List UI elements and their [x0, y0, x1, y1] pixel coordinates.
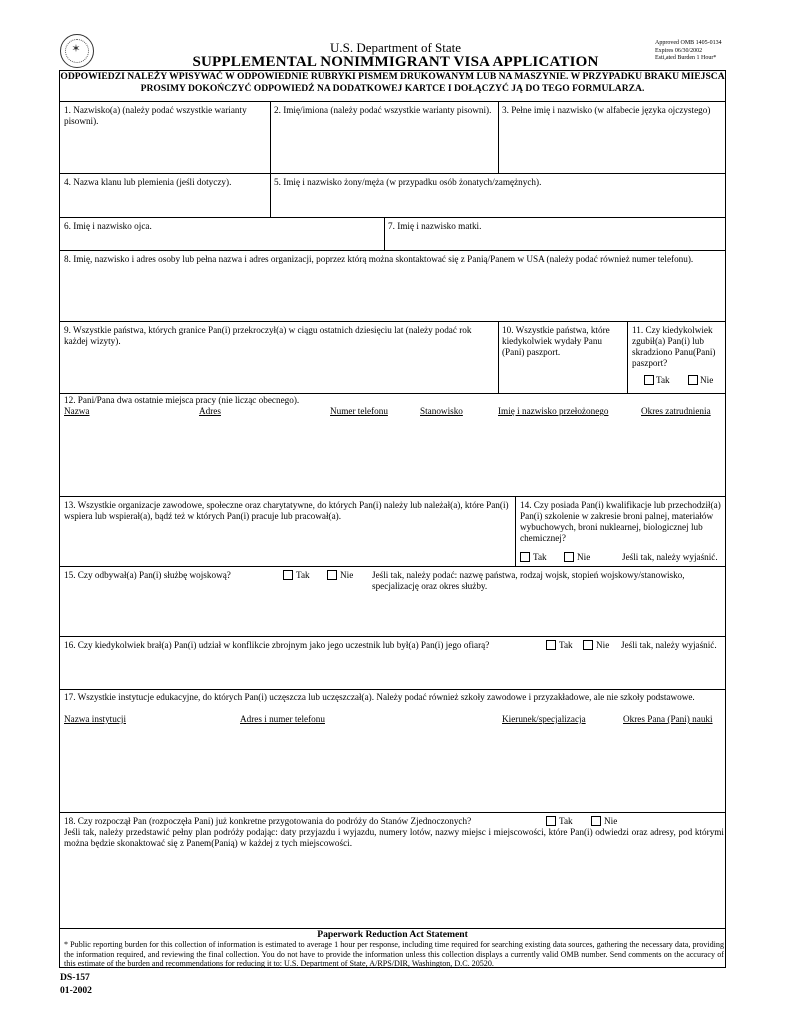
field-14-no-checkbox[interactable] [564, 552, 574, 562]
column-divider [627, 321, 628, 393]
field-5-spouse-name[interactable]: 5. Imię i nazwisko żony/męża (w przypadku osób żonatych/zamężnych). [274, 177, 542, 187]
field-14-weapons-training: 14. Czy posiada Pan(i) kwalifikacje lub przechodził(a) Pan(i) szkolenie w zakresie broni palnej, materiałów wybuchowych, broni nuklearnej, biologicznej lub chemicznej? [520, 500, 721, 543]
column-divider [384, 217, 385, 250]
column-divider [498, 321, 499, 393]
field-6-father-name[interactable]: 6. Imię i nazwisko ojca. [64, 221, 152, 231]
field-15-no-checkbox[interactable] [327, 570, 337, 580]
field-17-col-address-phone: Adres i numer telefonu [240, 714, 325, 724]
field-16-yes-checkbox[interactable] [546, 640, 556, 650]
field-8-us-contact[interactable]: 8. Imię, nazwisko i adres osoby lub pełna nazwa i adres organizacji, poprzez którą można skontaktować się z Panią/Panem w USA (należy podać również numer telefonu). [64, 254, 694, 264]
form-title: SUPPLEMENTAL NONIMMIGRANT VISA APPLICATION [192, 54, 599, 70]
field-12-col-supervisor: Imię i nazwisko przełożonego [498, 406, 609, 416]
omb-number: Approved OMB 1405-0134 [655, 40, 722, 46]
divider [60, 101, 725, 102]
field-15-yes-checkbox[interactable] [283, 570, 293, 580]
column-divider [270, 101, 271, 217]
field-9-countries-visited[interactable]: 9. Wszystkie państwa, których granice Pan(i) przekroczył(a) w ciągu ostatnich dziesięciu lat (należy podać rok każdej wizyty). [64, 325, 472, 346]
field-13-organizations[interactable]: 13. Wszystkie organizacje zawodowe, społeczne oraz charytatywne, do których Pan(i) należy lub należał(a), które Pan(i) wspiera lub wspierał(a), bądź też w których Pan(i) pracuje lub pracował(a). [64, 500, 509, 521]
department-name: U.S. Department of State [329, 40, 462, 55]
field-17-col-period: Okres Pana (Pani) nauki [623, 714, 713, 724]
field-15-military-service: 15. Czy odbywał(a) Pan(i) służbę wojskową? [64, 570, 231, 580]
field-16-yes-label: Tak [559, 640, 573, 650]
field-7-mother-name[interactable]: 7. Imię i nazwisko matki. [388, 221, 482, 231]
field-18-yes-checkbox[interactable] [546, 816, 556, 826]
paperwork-title: Paperwork Reduction Act Statement [317, 929, 468, 940]
field-11-yes-label: Tak [656, 375, 670, 385]
field-16-no-label: Nie [596, 640, 610, 650]
field-18-yes-label: Tak [559, 816, 573, 826]
field-12-col-period: Okres zatrudnienia [641, 406, 711, 416]
field-2-given-names[interactable]: 2. Imię/imiona (należy podać wszystkie warianty pisowni). [274, 105, 492, 115]
field-18-no-checkbox[interactable] [591, 816, 601, 826]
field-15-explain: Jeśli tak, należy podać: nazwę państwa, rodzaj wojsk, stopień wojskowy/stanowisko, specjalizację oraz okres służby. [372, 570, 685, 591]
field-14-no-label: Nie [577, 552, 591, 562]
field-15-yes-label: Tak [296, 570, 310, 580]
divider [60, 812, 725, 813]
divider [60, 393, 725, 394]
field-12-col-position: Stanowisko [420, 406, 463, 416]
field-16-explain: Jeśli tak, należy wyjaśnić. [621, 640, 717, 650]
field-15-no-label: Nie [340, 570, 354, 580]
field-18-travel-plans: 18. Czy rozpoczął Pan (rozpoczęła Pani) już konkretne przygotowania do podróży do Stanów Zjednoczonych? [64, 816, 472, 826]
field-11-no-checkbox[interactable] [688, 375, 698, 385]
field-1-surnames[interactable]: 1. Nazwisko(a) (należy podać wszystkie warianty pisowni). [64, 105, 247, 126]
field-12-col-name: Nazwa [64, 406, 90, 416]
omb-burden: Esti,ated Burden 1 Hour* [655, 55, 717, 61]
field-18-itinerary[interactable]: Jeśli tak, należy przedstawić pełny plan podróży podając: daty przyjazdu i wyjazdu, numery lotów, nazwy miejsc i miejscowości, które Pan(i) odwiedzi oraz adresy, pod którymi można będzie skonaktować się z Panem(Panią) w każdej z tych miejscowości. [64, 827, 724, 848]
field-14-yes-label: Tak [533, 552, 547, 562]
column-divider [515, 496, 516, 566]
divider [60, 321, 725, 322]
omb-info [655, 40, 722, 63]
field-14-yes-checkbox[interactable] [520, 552, 530, 562]
field-18-no-label: Nie [604, 816, 618, 826]
form-date: 01-2002 [60, 985, 92, 996]
field-11-no-label: Nie [700, 375, 714, 385]
column-divider [498, 101, 499, 173]
field-17-col-institution: Nazwa instytucji [64, 714, 126, 724]
divider [60, 496, 725, 497]
field-11-lost-passport: 11. Czy kiedykolwiek zgubił(a) Pan(i) lub skradziono Panu(Pani) paszport? [632, 325, 716, 368]
field-10-passport-countries[interactable]: 10. Wszystkie państwa, które kiedykolwiek wydały Panu (Pani) paszport. [502, 325, 610, 357]
field-17-education: 17. Wszystkie instytucje edukacyjne, do których Pan(i) uczęszcza lub uczęszczał(a). Należy podać również szkoły zawodowe i przyzakładowe, ale nie szkoły podstawowe. [64, 692, 695, 702]
eagle-icon: ✶ [71, 43, 81, 55]
paperwork-statement: * Public reporting burden for this collection of information is estimated to average 1 hour per response, including time required for searching existing data sources, gathering the necessary data, providing the information required, and reviewing the final collection. You do not have to provide the information unless this collection displays a currently valid OMB number. Send comments on the accuracy of this estimate of the burden and recommendations for reducing it to: U.S. Department of State, A/RPS/DIR, Washington, D.C. 20520. [64, 940, 724, 969]
field-12-col-address: Adres [199, 406, 221, 416]
field-4-clan-name[interactable]: 4. Nazwa klanu lub plemienia (jeśli dotyczy). [64, 177, 232, 187]
field-14-explain: Jeśli tak, należy wyjaśnić. [622, 552, 718, 562]
field-17-col-major: Kierunek/specjalizacja [502, 714, 586, 724]
divider [60, 173, 725, 174]
field-12-employment: 12. Pani/Pana dwa ostatnie miejsca pracy (nie licząc obecnego). [64, 395, 300, 405]
divider [60, 217, 725, 218]
field-11-yes-checkbox[interactable] [644, 375, 654, 385]
divider [60, 636, 725, 637]
form-number: DS-157 [60, 972, 90, 983]
field-16-no-checkbox[interactable] [583, 640, 593, 650]
divider [60, 689, 725, 690]
instructions: ODPOWIEDZI NALEŻY WPISYWAĆ W ODPOWIEDNIE RUBRYKI PISMEM DRUKOWANYM LUB NA MASZYNIE. W PRZYPADKU BRAKU MIEJSCA PROSIMY DOKOŃCZYĆ ODPOWIEDŹ NA DODATKOWEJ KARTCE I DOŁĄCZYĆ JĄ DO TEGO FORMULARZA. [60, 71, 725, 94]
omb-expiry: Expires 06/30/2002 [655, 47, 703, 54]
divider [60, 250, 725, 251]
field-16-armed-conflict: 16. Czy kiedykolwiek brał(a) Pan(i) udział w konflikcie zbrojnym jako jego uczestnik lub był(a) Pan(i) jego ofiarą? [64, 640, 490, 650]
divider [60, 566, 725, 567]
field-3-native-name[interactable]: 3. Pełne imię i nazwisko (w alfabecie języka ojczystego) [502, 105, 711, 115]
field-12-col-phone: Numer telefonu [330, 406, 388, 416]
